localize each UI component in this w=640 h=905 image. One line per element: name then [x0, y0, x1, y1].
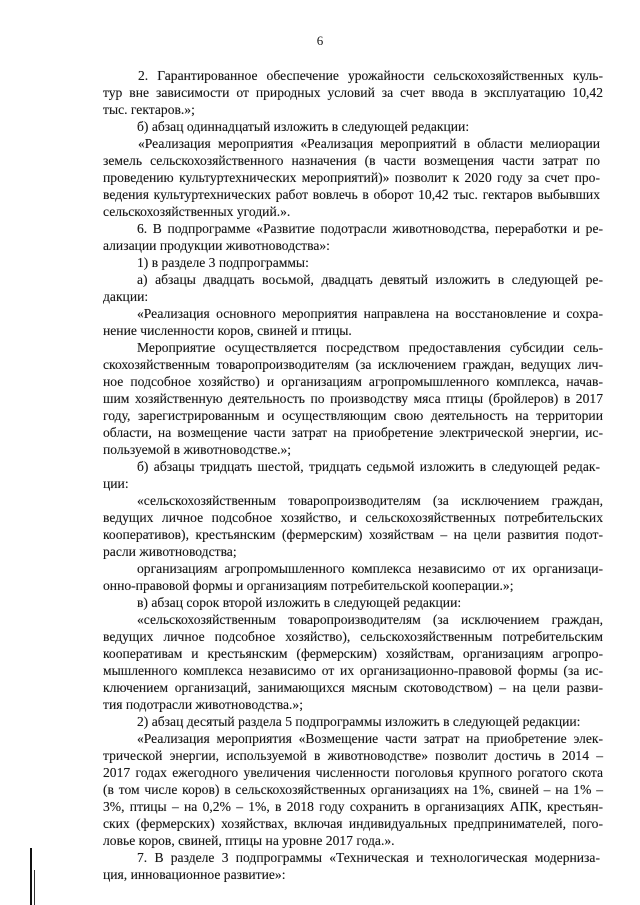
text-line: б) абзац одиннадцатый изложить в следующей редакции:	[137, 119, 470, 134]
text-line: а) абзацы двадцать восьмой, двадцать девятый изложить в следующей ре-	[137, 272, 603, 287]
text-line: 2. Гарантированное обеспечение урожайности сельскохозяйственных куль-	[138, 68, 603, 83]
text-line: расли животноводства;	[103, 544, 237, 559]
text-line: в) абзац сорок второй изложить в следующей редакции:	[137, 595, 462, 610]
text-line: (в том числе коров) в сельскохозяйственных организациях на 1%, свиней – на 1% –	[103, 782, 603, 797]
text-line: тия подотрасли животноводства.»;	[103, 697, 303, 712]
page-number: 6	[316, 33, 324, 48]
text-line: 2017 годах ежегодного увеличения численности поголовья крупного рогатого скота	[103, 765, 603, 780]
text-line: ведущих личное подсобное хозяйство), сельскохозяйственным потребительским	[103, 629, 603, 644]
text-line: тур вне зависимости от природных условий за счет ввода в эксплуатацию 10,42	[103, 85, 603, 100]
text-line: ловье коров, свиней, птицы на уровне 2017 года.».	[103, 833, 395, 848]
text-line: скохозяйственным товаропроизводителям (за исключением граждан, ведущих лич-	[103, 357, 603, 372]
text-line: «Реализация основного мероприятия направлена на восстановление и сохра-	[137, 306, 603, 321]
text-line: онно-правовой формы и организациям потребительской кооперации.»;	[103, 578, 514, 593]
text-line: ализации продукции животноводства»:	[103, 238, 330, 253]
text-line: трической энергии, используемой в животноводстве» позволит достичь в 2014 –	[103, 748, 603, 763]
text-line: области, на возмещение части затрат на приобретение электрической энергии, ис-	[103, 425, 603, 440]
text-line: ских (фермерских) хозяйствах, включая индивидуальных предпринимателей, пого-	[103, 816, 603, 831]
text-line: земель сельскохозяйственного назначения (в части возмещения части затрат по	[103, 153, 600, 168]
text-line: ведущих личное подсобное хозяйство, и сельскохозяйственных потребительских	[103, 510, 603, 525]
text-line: 1) в разделе 3 подпрограммы:	[137, 255, 309, 270]
text-line: б) абзацы тридцать шестой, тридцать седьмой изложить в следующей редак-	[137, 459, 600, 474]
text-line: ции:	[103, 476, 129, 491]
text-line: проведению культуртехнических мероприятий)» позволит к 2020 году за счет про-	[103, 170, 600, 185]
text-line: нение численности коров, свиней и птицы.	[103, 323, 352, 338]
scan-artifact	[34, 870, 35, 905]
text-line: «Реализация мероприятия «Реализация мероприятий в области мелиорации	[138, 136, 600, 151]
text-line: ведения культуртехнических работ вовлечь в оборот 10,42 тыс. гектаров выбывших	[103, 187, 600, 202]
text-line: пользуемой в животноводстве.»;	[103, 442, 292, 457]
text-line: 3%, птицы – на 0,2% – 1%, в 2018 году сохранить в организациях АПК, крестьян-	[103, 799, 603, 814]
text-line: организациям агропромышленного комплекса независимо от их организаци-	[137, 561, 603, 576]
text-line: Мероприятие осуществляется посредством предоставления субсидии сель-	[137, 340, 603, 355]
text-line: 2) абзац десятый раздела 5 подпрограммы изложить в следующей редакции:	[137, 714, 581, 729]
text-line: кооперативам и крестьянским (фермерским) хозяйствам, организациям агропро-	[103, 646, 603, 661]
text-line: ное подсобное хозяйство) и организациям агропромышленного комплекса, начав-	[103, 374, 603, 389]
scan-artifact	[30, 848, 32, 905]
text-line: ция, инновационное развитие»:	[103, 867, 286, 882]
text-line: кооперативов), крестьянским (фермерским) хозяйствам – на цели развития подот-	[103, 527, 603, 542]
text-line: «Реализация мероприятия «Возмещение части затрат на приобретение элек-	[137, 731, 603, 746]
text-line: «сельскохозяйственным товаропроизводителям (за исключением граждан,	[137, 612, 603, 627]
text-line: году, зарегистрированным и осуществляющим свою деятельность на территории	[103, 408, 603, 423]
text-line: сельскохозяйственных угодий.».	[103, 204, 291, 219]
text-line: мышленного комплекса независимо от их организационно-правовой формы (за ис-	[103, 663, 603, 678]
text-line: дакции:	[103, 289, 149, 304]
text-line: 6. В подпрограмме «Развитие подотрасли животноводства, переработки и ре-	[137, 221, 603, 236]
text-line: «сельскохозяйственным товаропроизводителям (за исключением граждан,	[137, 493, 603, 508]
text-line: тыс. гектаров.»;	[103, 102, 195, 117]
text-line: 7. В разделе 3 подпрограммы «Техническая и технологическая модерниза-	[137, 850, 600, 865]
text-line: ключением организаций, занимающихся мясным скотоводством) – на цели разви-	[103, 680, 603, 695]
text-line: шим хозяйственную деятельность по производству мяса птицы (бройлеров) в 2017	[103, 391, 603, 406]
